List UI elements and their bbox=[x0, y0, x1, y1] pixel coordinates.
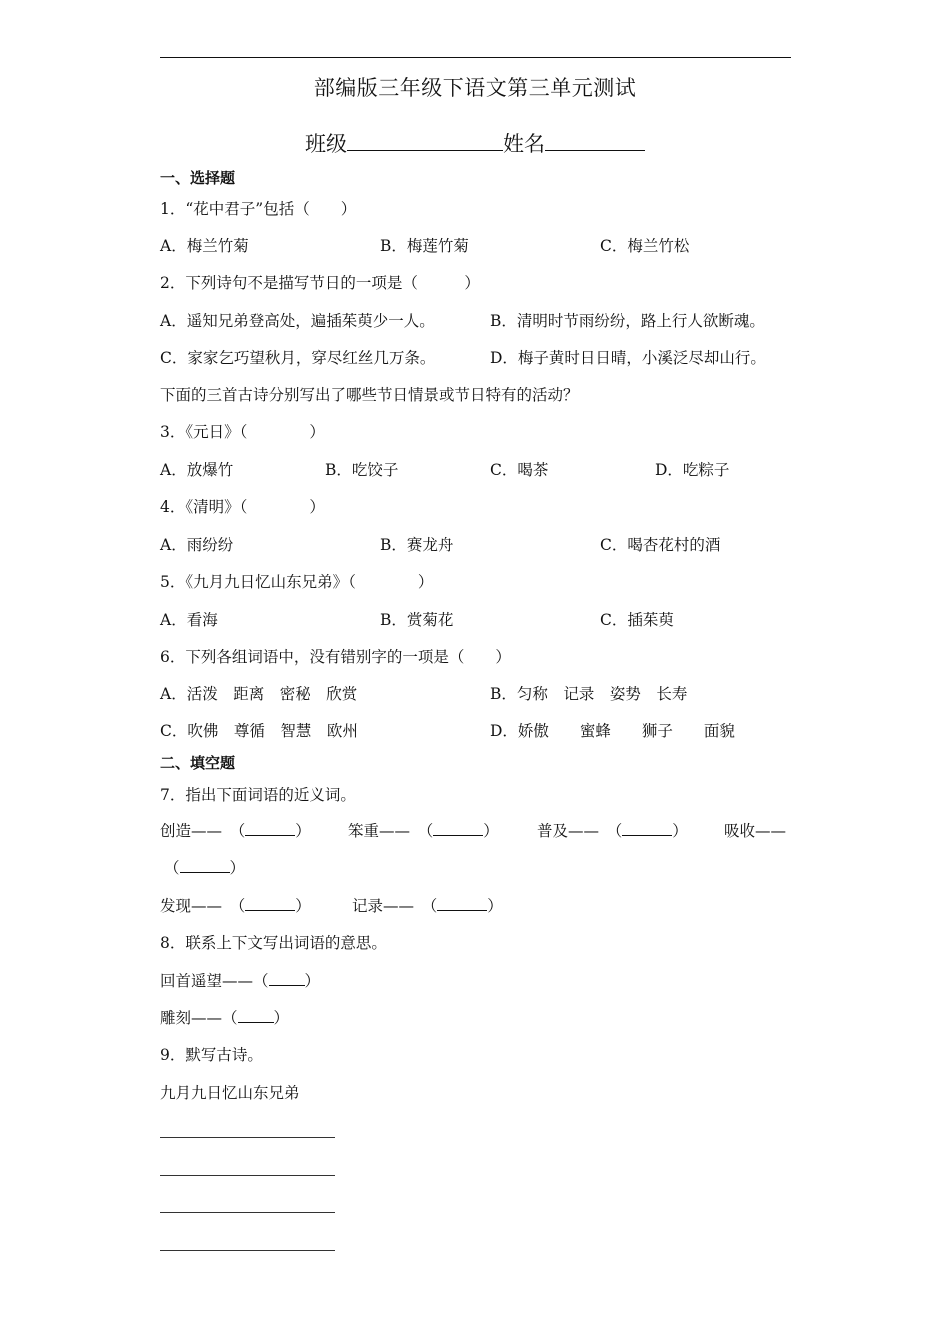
q5-option-c[interactable]: C．插茱萸 bbox=[600, 611, 674, 629]
q1-option-b[interactable]: B．梅莲竹菊 bbox=[380, 237, 469, 255]
q7-open-2: （ bbox=[425, 822, 434, 840]
q8-close-1: ） bbox=[304, 972, 321, 990]
header-rule bbox=[160, 57, 791, 58]
q1-stem: 1．“花中君子”包括（ ） bbox=[160, 200, 357, 218]
q3-stem: 3．《元日》（ ） bbox=[160, 423, 325, 441]
q7-open-6: （ bbox=[429, 897, 438, 915]
q4-option-a[interactable]: A．雨纷纷 bbox=[160, 536, 234, 554]
q6-option-d[interactable]: D．娇傲 蜜蜂 狮子 面貌 bbox=[490, 722, 735, 740]
q9-write-line-3[interactable] bbox=[160, 1212, 335, 1213]
q7-open-3: （ bbox=[614, 822, 623, 840]
q7-open-4: （ bbox=[164, 859, 180, 877]
q7-close-3: ） bbox=[672, 822, 688, 840]
q6-option-a[interactable]: A．活泼 距离 密秘 欣赏 bbox=[160, 685, 358, 703]
q7-close-5: ） bbox=[295, 897, 311, 915]
q7-item-1 bbox=[160, 821, 311, 841]
q2-option-c[interactable]: C．家家乞巧望秋月，穿尽红丝几万条。 bbox=[160, 349, 436, 367]
q3-option-a[interactable]: A．放爆竹 bbox=[160, 461, 234, 479]
q7-word-2: 笨重—— bbox=[348, 822, 411, 840]
q7-item-3 bbox=[537, 821, 688, 841]
q7-item-6 bbox=[352, 896, 503, 916]
q6-option-b[interactable]: B．匀称 记录 姿势 长寿 bbox=[490, 685, 688, 703]
q2-option-d[interactable]: D．梅子黄时日日晴，小溪泛尽却山行。 bbox=[490, 349, 766, 367]
q7-blank-1[interactable] bbox=[245, 821, 295, 836]
q7-blank-4[interactable] bbox=[180, 858, 230, 873]
q3-option-d[interactable]: D．吃粽子 bbox=[655, 461, 730, 479]
q1-option-c[interactable]: C．梅兰竹松 bbox=[600, 237, 690, 255]
q9-write-line-2[interactable] bbox=[160, 1175, 335, 1176]
q7-blank-2[interactable] bbox=[433, 821, 483, 836]
q7-close-2: ） bbox=[483, 822, 499, 840]
q7-blank-6[interactable] bbox=[437, 896, 487, 911]
q8-close-2: ） bbox=[273, 1009, 290, 1027]
q7-close-1: ） bbox=[295, 822, 311, 840]
q8-word-2: 雕刻—— bbox=[160, 1009, 223, 1027]
q7-item-2 bbox=[348, 821, 499, 841]
q7-word-6: 记录—— bbox=[352, 897, 415, 915]
q7-open-1: （ bbox=[237, 822, 246, 840]
q8-word-1: 回首遥望—— bbox=[160, 972, 254, 990]
name-blank[interactable] bbox=[545, 126, 645, 151]
q9-write-line-1[interactable] bbox=[160, 1137, 335, 1138]
q7-word-4: 吸收—— bbox=[724, 822, 787, 840]
q8-item-1 bbox=[160, 971, 320, 991]
name-label: 姓名 bbox=[503, 132, 545, 156]
q8-blank-1[interactable] bbox=[269, 971, 305, 986]
q1-option-a[interactable]: A．梅兰竹菊 bbox=[160, 237, 249, 255]
q7-item-5 bbox=[160, 896, 311, 916]
q7-word-1: 创造—— bbox=[160, 822, 223, 840]
q7-close-4: ） bbox=[229, 859, 246, 877]
q7-open-5: （ bbox=[237, 897, 246, 915]
q2-option-a[interactable]: A．遥知兄弟登高处，遍插茱萸少一人。 bbox=[160, 312, 435, 330]
q6-option-c[interactable]: C．吹佛 尊循 智慧 欧州 bbox=[160, 722, 358, 740]
q9-stem: 9．默写古诗。 bbox=[160, 1046, 263, 1064]
section-choice: 一、选择题 bbox=[160, 169, 236, 187]
q7-close-6: ） bbox=[487, 897, 503, 915]
q8-stem: 8．联系上下文写出词语的意思。 bbox=[160, 934, 387, 952]
q5-stem: 5．《九月九日忆山东兄弟》（ ） bbox=[160, 573, 434, 591]
q6-stem: 6．下列各组词语中，没有错别字的一项是（ ） bbox=[160, 648, 511, 666]
q7-blank-3[interactable] bbox=[622, 821, 672, 836]
q2-option-b[interactable]: B．清明时节雨纷纷，路上行人欲断魂。 bbox=[490, 312, 765, 330]
section-fill: 二、填空题 bbox=[160, 754, 236, 772]
q5-option-a[interactable]: A．看海 bbox=[160, 611, 218, 629]
class-label: 班级 bbox=[305, 132, 347, 156]
q3-option-c[interactable]: C．喝茶 bbox=[490, 461, 549, 479]
q8-open-1: （ bbox=[253, 972, 269, 990]
q8-item-2 bbox=[160, 1008, 289, 1028]
q9-write-line-4[interactable] bbox=[160, 1250, 335, 1251]
q8-blank-2[interactable] bbox=[238, 1008, 274, 1023]
page-title: 部编版三年级下语文第三单元测试 bbox=[313, 76, 637, 100]
student-info-line bbox=[0, 126, 950, 158]
q7-word-5: 发现—— bbox=[160, 897, 223, 915]
q4-option-c[interactable]: C．喝杏花村的酒 bbox=[600, 536, 721, 554]
q7-word-3: 普及—— bbox=[537, 822, 600, 840]
q2-stem: 2．下列诗句不是描写节日的一项是（ ） bbox=[160, 274, 480, 292]
q7-stem: 7．指出下面词语的近义词。 bbox=[160, 786, 356, 804]
q8-open-2: （ bbox=[222, 1009, 238, 1027]
q4-option-b[interactable]: B．赛龙舟 bbox=[380, 536, 454, 554]
q5-option-b[interactable]: B．赏菊花 bbox=[380, 611, 454, 629]
q7-blank-5[interactable] bbox=[245, 896, 295, 911]
q3-option-b[interactable]: B．吃饺子 bbox=[325, 461, 399, 479]
q7-item-4-answer bbox=[164, 858, 245, 878]
q9-poem-title: 九月九日忆山东兄弟 bbox=[160, 1084, 300, 1102]
q3-5-intro: 下面的三首古诗分别写出了哪些节日情景或节日特有的活动？ bbox=[160, 386, 579, 404]
class-blank[interactable] bbox=[347, 126, 503, 151]
q4-stem: 4．《清明》（ ） bbox=[160, 498, 325, 516]
